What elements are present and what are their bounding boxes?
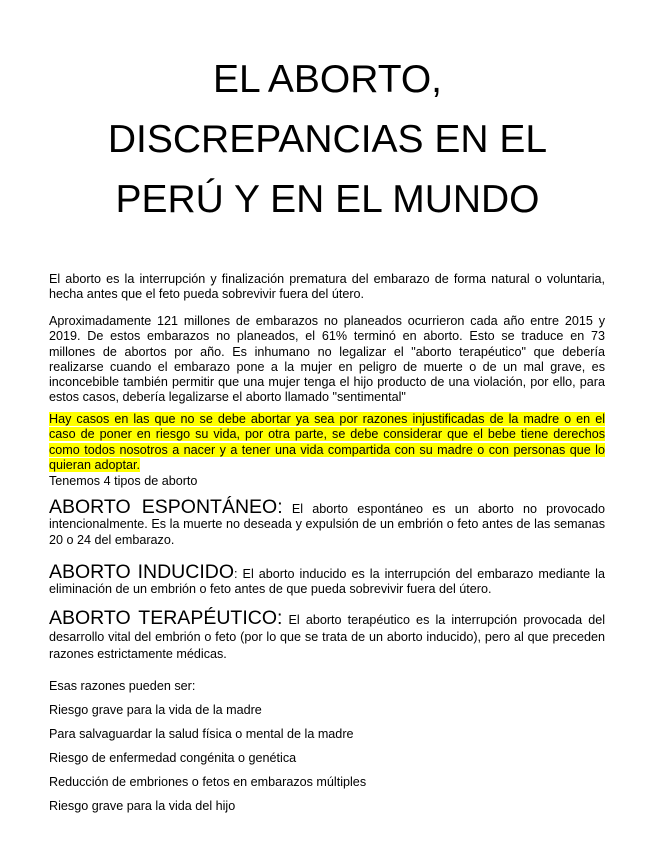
type-terapeutico-heading: ABORTO TERAPÉUTICO: [49, 607, 283, 629]
title-line-2: DISCREPANCIAS EN EL [107, 118, 548, 161]
reason-item: Riesgo grave para la vida de la madre [49, 703, 262, 717]
page-title [40, 50, 615, 230]
type-terapeutico [49, 608, 605, 663]
type-inducido-heading: ABORTO INDUCIDO [49, 561, 235, 583]
title-line-1: EL ABORTO, [212, 58, 443, 101]
types-intro: Tenemos 4 tipos de aborto [49, 474, 198, 488]
reason-item: Para salvaguardar la salud física o mental de la madre [49, 727, 354, 741]
type-espontaneo [49, 497, 605, 548]
type-terapeutico-text: El aborto terapéutico es la interrupción provocada del desarrollo vital del embrión o feto (por lo que se trata de un aborto inducido), pero al que preceden razones estrictamente médicas. [49, 613, 606, 661]
reason-item: Riesgo grave para la vida del hijo [49, 799, 236, 813]
highlighted-paragraph: Hay casos en las que no se debe abortar ya sea por razones injustificadas de la madre o en el caso de poner en riesgo su vida, por otra parte, se debe considerar que el bebe tiene derechos como todos nosotros a nacer y a tener una vida compartida con su madre o con personas que lo quieran adoptar. [49, 412, 605, 472]
type-inducido-text: : El aborto inducido es la interrupción del embarazo mediante la eliminación de un embrión o feto antes de que pueda sobrevivir fuera del útero. [49, 567, 605, 597]
stats-paragraph: Aproximadamente 121 millones de embarazos no planeados ocurrieron cada año entre 2015 y 2019. De estos embarazos no planeados, el 61% terminó en aborto. Esto se traduce en 73 millones de abortos por año. Es inhumano no legalizar el "aborto terapéutico" que debería realizarse cuando el embarazo pone a la mujer en peligro de muerte o de un mal grave, es inconcebible también permitir que una mujer tenga el hijo producto de una violación, por ello, para estos casos, debería legalizarse el aborto llamado "sentimental" [49, 314, 605, 405]
type-espontaneo-heading: ABORTO ESPONTÁNEO: [49, 496, 283, 518]
reasons-intro: Esas razones pueden ser: [49, 679, 196, 693]
type-inducido [49, 562, 605, 598]
type-espontaneo-text: El aborto espontáneo es un aborto no provocado intencionalmente. Es la muerte no deseada y expulsión de un embrión o feto antes de las semanas 20 o 24 del embarazo. [49, 502, 605, 547]
reason-item: Riesgo de enfermedad congénita o genética [49, 751, 297, 765]
reason-item: Reducción de embriones o fetos en embarazos múltiples [49, 775, 367, 789]
intro-paragraph: El aborto es la interrupción y finalización prematura del embarazo de forma natural o voluntaria, hecha antes que el feto pueda sobrevivir fuera del útero. [49, 272, 605, 302]
highlighted-paragraph-block [49, 412, 605, 472]
title-line-3: PERÚ Y EN EL MUNDO [115, 178, 540, 221]
